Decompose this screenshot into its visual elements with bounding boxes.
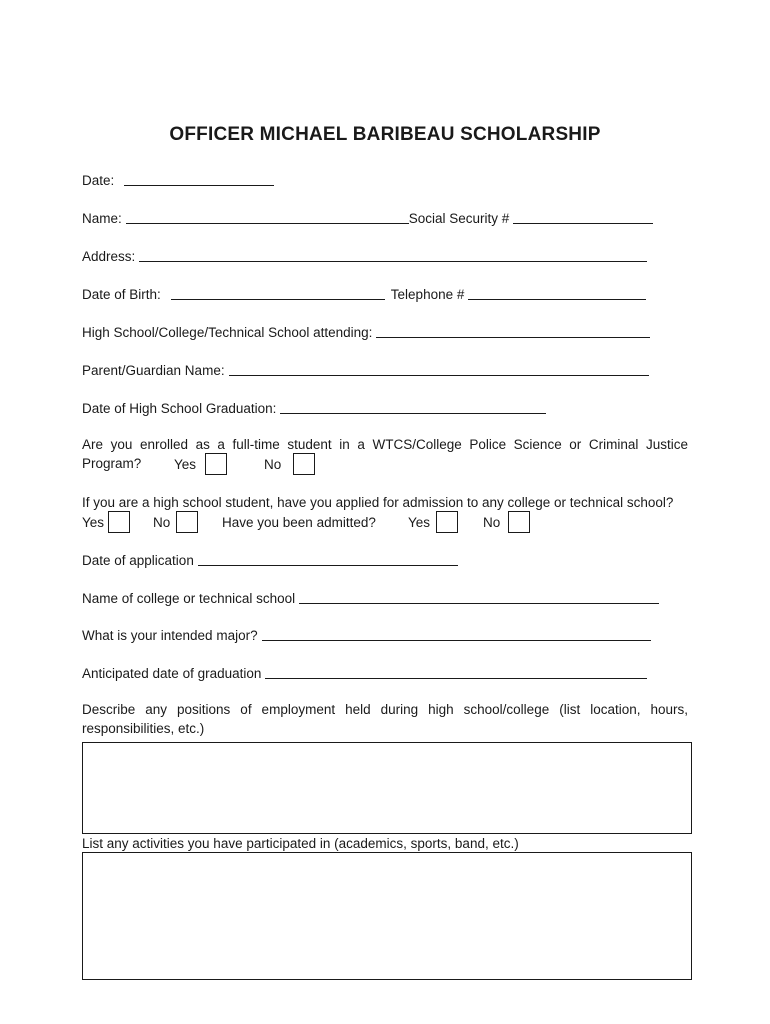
admitted-question (222, 511, 376, 533)
guardian-field[interactable] (229, 362, 649, 376)
activities-textarea[interactable] (82, 852, 692, 980)
name-label: Name: (82, 211, 122, 226)
date-label: Date: (82, 173, 115, 188)
telephone-label: Telephone # (390, 287, 465, 302)
major-row (82, 625, 651, 643)
admission-yes-checkbox[interactable] (108, 511, 130, 533)
enrolled-no-label: No (264, 456, 282, 472)
admission-question-row (82, 492, 673, 510)
guardian-label: Parent/Guardian Name: (82, 363, 225, 378)
major-label: What is your intended major? (82, 628, 258, 643)
dob-row (82, 284, 646, 302)
enrolled-yes-checkbox[interactable] (205, 453, 227, 475)
admitted-no-label: No (483, 514, 501, 530)
admission-question: If you are a high school student, have you applied for admission to any college or technical school? (82, 495, 674, 510)
school-field[interactable] (376, 324, 650, 338)
employment-textarea[interactable] (82, 742, 692, 834)
admitted-no-checkbox[interactable] (508, 511, 530, 533)
dob-field[interactable] (171, 286, 385, 300)
school-row (82, 322, 650, 340)
hs-graduation-field[interactable] (280, 400, 546, 414)
enrolled-no-option (264, 453, 319, 475)
admitted-yes-checkbox[interactable] (436, 511, 458, 533)
anticipated-graduation-label: Anticipated date of graduation (82, 666, 262, 681)
name-field[interactable] (126, 210, 409, 224)
school-label: High School/College/Technical School attending: (82, 325, 373, 340)
enrolled-question: Are you enrolled as a full-time student in a WTCS/College Police Science or Criminal Justice Program? (82, 437, 688, 471)
ssn-label: Social Security # (408, 211, 510, 226)
date-row (82, 170, 274, 188)
anticipated-graduation-field[interactable] (265, 665, 647, 679)
anticipated-graduation-row (82, 663, 647, 681)
guardian-row (82, 360, 649, 378)
college-name-row (82, 588, 659, 606)
form-title: OFFICER MICHAEL BARIBEAU SCHOLARSHIP (169, 124, 601, 145)
date-application-label: Date of application (82, 553, 194, 568)
ssn-field[interactable] (513, 210, 653, 224)
date-application-row (82, 550, 458, 568)
address-field[interactable] (139, 248, 647, 262)
admitted-yes-option (408, 511, 462, 533)
admitted-no-option (483, 511, 534, 533)
date-field[interactable] (124, 172, 274, 186)
admission-yes-label: Yes (82, 514, 105, 530)
date-application-field[interactable] (198, 552, 458, 566)
admission-no-label: No (153, 514, 171, 530)
dob-label: Date of Birth: (82, 287, 161, 302)
enrolled-yes-option (174, 453, 231, 475)
activities-row (82, 833, 519, 851)
hs-graduation-row (82, 398, 546, 416)
address-row (82, 246, 647, 264)
telephone-field[interactable] (468, 286, 646, 300)
hs-graduation-label: Date of High School Graduation: (82, 401, 277, 416)
activities-prompt: List any activities you have participated in (academics, sports, band, etc.) (82, 836, 519, 851)
major-field[interactable] (262, 627, 651, 641)
enrolled-yes-label: Yes (174, 456, 197, 472)
admitted-question-label: Have you been admitted? (222, 514, 376, 530)
employment-prompt: Describe any positions of employment held during high school/college (list location, hours, responsibilities, etc.) (82, 702, 688, 736)
enrolled-no-checkbox[interactable] (293, 453, 315, 475)
address-label: Address: (82, 249, 136, 264)
college-name-field[interactable] (299, 590, 659, 604)
admitted-yes-label: Yes (408, 514, 431, 530)
name-row (82, 208, 653, 226)
admission-yes-option (82, 511, 134, 533)
admission-no-option (153, 511, 202, 533)
college-name-label: Name of college or technical school (82, 591, 296, 606)
admission-no-checkbox[interactable] (176, 511, 198, 533)
